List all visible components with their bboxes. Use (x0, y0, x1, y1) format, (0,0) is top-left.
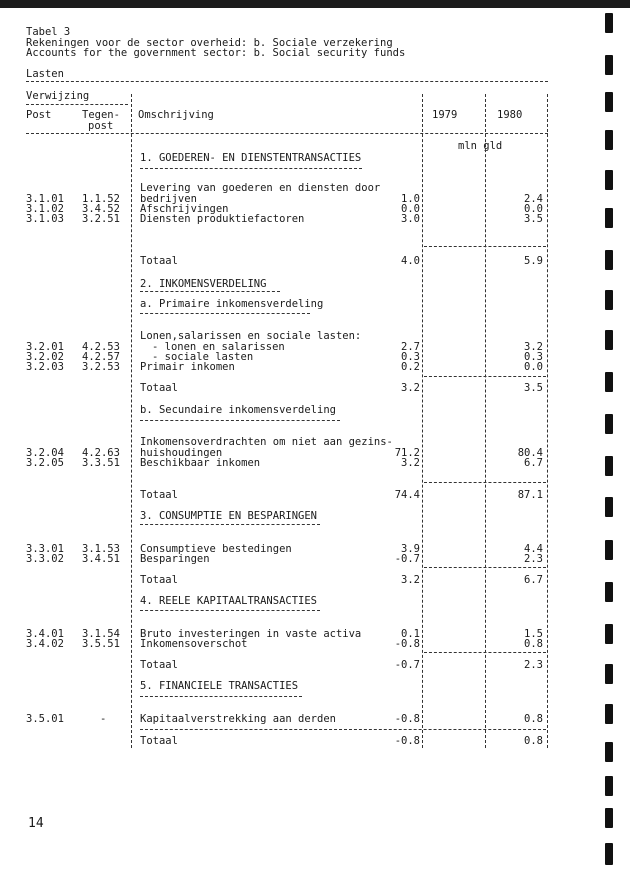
row-label: Beschikbaar inkomen (140, 457, 261, 469)
total-1980: 87.1 (517, 489, 543, 501)
value-1979: -0.8 (394, 638, 420, 650)
section-4-underline (140, 610, 320, 611)
post-code: 3.1.01 (26, 193, 64, 205)
row-label: Inkomensoverschot (140, 638, 248, 650)
total-1979: 74.4 (394, 489, 420, 501)
value-1980: 0.0 (524, 203, 543, 215)
row-label: Afschrijvingen (140, 203, 229, 215)
col-post: Post (26, 109, 52, 121)
section-2-underline (140, 291, 280, 292)
binding-tick (605, 290, 613, 310)
binding-tick (605, 624, 613, 644)
row-label: Besparingen (140, 553, 210, 565)
col-verwijzing: Verwijzing (26, 90, 90, 102)
value-1979: 2.7 (401, 341, 420, 353)
divider-right (547, 94, 548, 748)
subtotal-rule (424, 482, 546, 483)
tegenpost-code: 3.3.51 (82, 457, 120, 469)
binding-tick (605, 808, 613, 828)
binding-tick (605, 170, 613, 190)
total-1980: 6.7 (524, 574, 543, 586)
post-code: 3.1.03 (26, 213, 64, 225)
line-text: Inkomensoverdrachten om niet aan gezins- (140, 436, 393, 448)
binding-tick (605, 742, 613, 762)
binding-tick (605, 208, 613, 228)
subtotal-rule (424, 567, 546, 568)
value-1980: 0.0 (524, 361, 543, 373)
unit-label: mln gld (458, 140, 503, 152)
value-1979: 71.2 (394, 447, 420, 459)
col-omschrijving: Omschrijving (138, 109, 214, 121)
row-label: - lonen en salarissen (152, 341, 285, 353)
final-rule (140, 729, 546, 730)
binding-tick (605, 372, 613, 392)
post-code: 3.3.01 (26, 543, 64, 555)
value-1980: 0.3 (524, 351, 543, 363)
line-text: Levering van goederen en diensten door (140, 182, 381, 194)
col-tegenpost-1: Tegen- (82, 109, 120, 121)
value-1980: 80.4 (517, 447, 543, 459)
row-label: Diensten produktiefactoren (140, 213, 305, 225)
row-label: Kapitaalverstrekking aan derden (140, 713, 336, 725)
row-label: huishoudingen (140, 447, 223, 459)
tegenpost-code: 3.5.51 (82, 638, 120, 650)
tegenpost-code: 3.1.54 (82, 628, 120, 640)
value-1980: 2.3 (524, 553, 543, 565)
value-1979: -0.8 (394, 713, 420, 725)
divider-1979 (422, 94, 423, 748)
total-1980: 2.3 (524, 659, 543, 671)
post-code: 3.4.01 (26, 628, 64, 640)
row-label: Consumptieve bestedingen (140, 543, 292, 555)
section-3-title: 3. CONSUMPTIE EN BESPARINGEN (140, 510, 318, 522)
section-4-title: 4. REELE KAPITAALTRANSACTIES (140, 595, 318, 607)
value-1980: 6.7 (524, 457, 543, 469)
post-code: 3.4.02 (26, 638, 64, 650)
binding-tick (605, 330, 613, 350)
total-1980: 3.5 (524, 382, 543, 394)
value-1980: 3.2 (524, 341, 543, 353)
section-lasten: Lasten (26, 68, 64, 80)
tegenpost-code: 3.1.53 (82, 543, 120, 555)
subsection-b-title: b. Secundaire inkomensverdeling (140, 404, 336, 416)
post-code: 3.3.02 (26, 553, 64, 565)
value-1980: 0.8 (524, 713, 543, 725)
binding-tick (605, 843, 613, 865)
total-1980: 0.8 (524, 735, 543, 747)
subtotal-rule (424, 246, 546, 247)
rule-top (26, 81, 548, 82)
binding-tick (605, 540, 613, 560)
total-1980: 5.9 (524, 255, 543, 267)
table-number: Tabel 3 (26, 26, 71, 38)
scan-top-border (0, 0, 630, 8)
binding-tick (605, 704, 613, 724)
total-1979: -0.7 (394, 659, 420, 671)
row-label: Primair inkomen (140, 361, 235, 373)
tegenpost-code: 4.2.63 (82, 447, 120, 459)
value-1980: 1.5 (524, 628, 543, 640)
total-1979: -0.8 (394, 735, 420, 747)
total-label: Totaal (140, 255, 178, 267)
col-tegenpost-2: post (88, 120, 114, 132)
rule-verwijzing (26, 104, 128, 105)
value-1979: 0.3 (401, 351, 420, 363)
binding-tick (605, 497, 613, 517)
divider-description (131, 94, 132, 748)
col-1979: 1979 (432, 109, 458, 121)
total-label: Totaal (140, 489, 178, 501)
value-1980: 3.5 (524, 213, 543, 225)
tegenpost-code: 3.2.53 (82, 361, 120, 373)
row-label: - sociale lasten (152, 351, 254, 363)
total-1979: 3.2 (401, 382, 420, 394)
value-1980: 4.4 (524, 543, 543, 555)
page-number: 14 (28, 816, 44, 831)
tegenpost-code: 3.4.51 (82, 553, 120, 565)
subsection-a-title: a. Primaire inkomensverdeling (140, 298, 324, 310)
binding-tick (605, 776, 613, 796)
binding-tick (605, 664, 613, 684)
value-1979: 0.1 (401, 628, 420, 640)
subsection-a-underline (140, 313, 310, 314)
row-label: Bruto investeringen in vaste activa (140, 628, 362, 640)
binding-tick (605, 92, 613, 112)
table-title-english: Accounts for the government sector: b. Social security funds (26, 47, 406, 59)
value-1979: 0.2 (401, 361, 420, 373)
section-5-title: 5. FINANCIELE TRANSACTIES (140, 680, 299, 692)
post-code: 3.1.02 (26, 203, 64, 215)
value-1979: 3.0 (401, 213, 420, 225)
section-3-underline (140, 524, 320, 525)
subsection-b-underline (140, 420, 340, 421)
tegenpost-code: 4.2.53 (82, 341, 120, 353)
binding-tick (605, 55, 613, 75)
binding-tick (605, 130, 613, 150)
binding-tick (605, 582, 613, 602)
total-label: Totaal (140, 574, 178, 586)
value-1979: 0.0 (401, 203, 420, 215)
line-text: Lonen,salarissen en sociale lasten: (140, 330, 362, 342)
binding-tick (605, 456, 613, 476)
value-1980: 2.4 (524, 193, 543, 205)
post-code: 3.2.03 (26, 361, 64, 373)
subtotal-rule (424, 652, 546, 653)
total-label: Totaal (140, 382, 178, 394)
total-label: Totaal (140, 735, 178, 747)
post-code: 3.2.01 (26, 341, 64, 353)
value-1979: 1.0 (401, 193, 420, 205)
section-1-title: 1. GOEDEREN- EN DIENSTENTRANSACTIES (140, 152, 362, 164)
tegenpost-code: 3.2.51 (82, 213, 120, 225)
section-2-title: 2. INKOMENSVERDELING (140, 278, 267, 290)
value-1979: 3.9 (401, 543, 420, 555)
tegenpost-code: 3.4.52 (82, 203, 120, 215)
rule-header-bottom (26, 133, 548, 134)
post-code: 3.2.02 (26, 351, 64, 363)
post-code: 3.2.04 (26, 447, 64, 459)
section-1-underline (140, 168, 362, 169)
post-code: 3.5.01 (26, 713, 64, 725)
tegenpost-code: 1.1.52 (82, 193, 120, 205)
value-1979: -0.7 (394, 553, 420, 565)
col-1980: 1980 (497, 109, 523, 121)
total-1979: 4.0 (401, 255, 420, 267)
value-1979: 3.2 (401, 457, 420, 469)
tegenpost-code: 4.2.57 (82, 351, 120, 363)
binding-tick (605, 250, 613, 270)
binding-tick (605, 13, 613, 33)
table-title-dutch: Rekeningen voor de sector overheid: b. Sociale verzekering (26, 37, 393, 49)
row-label: bedrijven (140, 193, 197, 205)
section-5-underline (140, 696, 302, 697)
subtotal-rule (424, 376, 546, 377)
value-1980: 0.8 (524, 638, 543, 650)
total-label: Totaal (140, 659, 178, 671)
tegenpost-code: - (100, 713, 107, 725)
total-1979: 3.2 (401, 574, 420, 586)
post-code: 3.2.05 (26, 457, 64, 469)
binding-tick (605, 414, 613, 434)
